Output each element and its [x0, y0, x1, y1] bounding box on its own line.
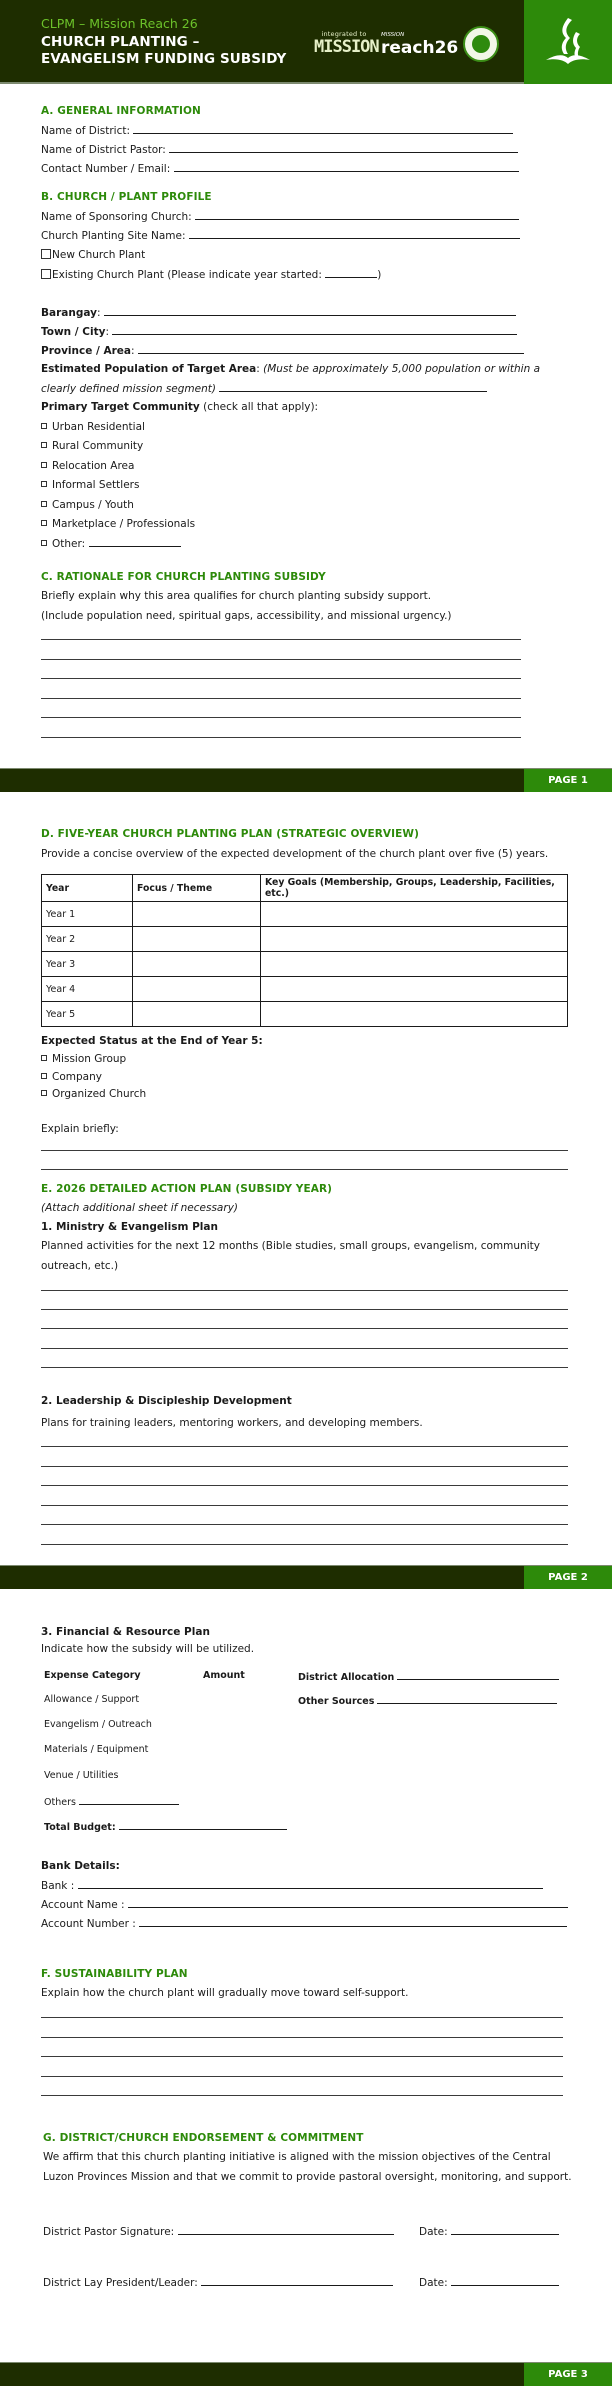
target-option-urban[interactable]: Urban Residential — [41, 421, 145, 433]
page-footer-3 — [0, 2362, 612, 2386]
year-cell: Year 3 — [42, 952, 133, 977]
bank-input[interactable] — [78, 1879, 543, 1889]
rationale-answer-line[interactable] — [41, 717, 521, 718]
site-name-field[interactable]: Church Planting Site Name: — [41, 229, 520, 242]
checkbox[interactable] — [41, 442, 47, 448]
lay-president-date-input[interactable] — [451, 2276, 559, 2286]
page-number: PAGE 2 — [524, 1566, 612, 1589]
section-b-heading: B. CHURCH / PLANT PROFILE — [41, 191, 212, 203]
district-pastor-signature-field[interactable]: District Pastor Signature: — [43, 2225, 394, 2238]
title-line-2: EVANGELISM FUNDING SUBSIDY — [41, 51, 287, 67]
ministry-plan-text-1: Planned activities for the next 12 months (Bible studies, small groups, evangelism, community — [41, 1240, 540, 1252]
population-input[interactable] — [219, 382, 487, 392]
rationale-answer-line[interactable] — [41, 659, 521, 660]
status-option-organized-church[interactable]: Organized Church — [41, 1088, 146, 1100]
leadership-title: 2. Leadership & Discipleship Development — [41, 1395, 292, 1407]
mission-reach26-logo: MISSION reach26 — [381, 32, 459, 58]
integrated-to-mission-logo: integrated to MISSION — [314, 30, 379, 57]
sustainability-answer-line[interactable] — [41, 2095, 563, 2096]
leadership-text: Plans for training leaders, mentoring workers, and developing members. — [41, 1417, 423, 1429]
financial-plan-title: 3. Financial & Resource Plan — [41, 1626, 210, 1638]
title-line-1: CHURCH PLANTING – — [41, 34, 200, 50]
target-option-campus[interactable]: Campus / Youth — [41, 499, 134, 511]
site-name-input[interactable] — [189, 229, 520, 239]
leadership-answer-line[interactable] — [41, 1466, 568, 1467]
barangay-input[interactable] — [104, 306, 516, 316]
town-city-input[interactable] — [112, 325, 517, 335]
goals-cell[interactable] — [261, 952, 568, 977]
ministry-answer-line[interactable] — [41, 1367, 568, 1368]
leadership-answer-line[interactable] — [41, 1505, 568, 1506]
other-sources-field[interactable]: Other Sources — [298, 1694, 557, 1707]
target-option-rural[interactable]: Rural Community — [41, 440, 143, 452]
checkbox[interactable] — [41, 249, 51, 259]
expense-category-header: Expense Category — [44, 1670, 141, 1681]
table-row — [42, 977, 568, 1002]
sustainability-answer-line[interactable] — [41, 2056, 563, 2057]
contact-input[interactable] — [174, 162, 519, 172]
sustainability-answer-line[interactable] — [41, 2076, 563, 2077]
plan-instruction: Provide a concise overview of the expected development of the church plant over five (5) years. — [41, 848, 549, 860]
focus-cell[interactable] — [133, 977, 261, 1002]
rationale-answer-line[interactable] — [41, 737, 521, 738]
rationale-instruction-2: (Include population need, spiritual gaps, accessibility, and missional urgency.) — [41, 610, 452, 622]
section-c-heading: C. RATIONALE FOR CHURCH PLANTING SUBSIDY — [41, 571, 326, 583]
population-label: Estimated Population of Target Area: (Must be approximately 5,000 population or within a — [41, 363, 541, 375]
year-cell: Year 2 — [42, 927, 133, 952]
endorsement-text-2: Luzon Provinces Mission and that we commit to provide pastoral oversight, monitoring, and support. — [43, 2171, 572, 2183]
endorsement-text-1: We affirm that this church planting initiative is aligned with the mission objectives of the Central — [43, 2151, 551, 2163]
total-budget-field[interactable]: Total Budget: — [44, 1820, 287, 1833]
page-number: PAGE 1 — [524, 769, 612, 792]
district-allocation-input[interactable] — [397, 1670, 559, 1680]
goals-cell[interactable] — [261, 927, 568, 952]
province-field[interactable]: Province / Area: — [41, 344, 524, 357]
checkbox[interactable] — [41, 1073, 47, 1079]
sustainability-instruction: Explain how the church plant will gradually move toward self-support. — [41, 1987, 409, 1999]
header-kicker: CLPM – Mission Reach 26 — [41, 16, 198, 31]
column-header-focus: Focus / Theme — [133, 875, 261, 902]
page-footer-2 — [0, 1565, 612, 1589]
column-header-year: Year — [42, 875, 133, 902]
sustainability-answer-line[interactable] — [41, 2017, 563, 2018]
checkbox[interactable] — [41, 501, 47, 507]
attach-note: (Attach additional sheet if necessary) — [41, 1202, 238, 1214]
status-option-company[interactable]: Company — [41, 1071, 102, 1083]
rationale-instruction-1: Briefly explain why this area qualifies for church planting subsidy support. — [41, 590, 432, 602]
bank-details-title: Bank Details: — [41, 1860, 120, 1872]
status-option-mission-group[interactable]: Mission Group — [41, 1053, 126, 1065]
checkbox[interactable] — [41, 481, 47, 487]
district-name-input[interactable] — [133, 124, 513, 134]
checkbox[interactable] — [41, 520, 47, 526]
focus-cell[interactable] — [133, 927, 261, 952]
town-city-field[interactable]: Town / City: — [41, 325, 517, 338]
account-name-input[interactable] — [128, 1898, 568, 1908]
explain-briefly-label: Explain briefly: — [41, 1123, 119, 1135]
rationale-answer-line[interactable] — [41, 639, 521, 640]
five-year-plan-table — [41, 874, 568, 1027]
sda-flame-bible-icon — [542, 14, 594, 70]
contact-field[interactable]: Contact Number / Email: — [41, 162, 519, 175]
year-cell: Year 4 — [42, 977, 133, 1002]
expense-others[interactable]: Others — [44, 1795, 179, 1808]
rationale-answer-line[interactable] — [41, 678, 521, 679]
ministry-answer-line[interactable] — [41, 1348, 568, 1349]
section-d-heading: D. FIVE-YEAR CHURCH PLANTING PLAN (STRATEGIC OVERVIEW) — [41, 828, 419, 840]
barangay-field[interactable]: Barangay: — [41, 306, 516, 319]
target-option-informal[interactable]: Informal Settlers — [41, 479, 139, 491]
sustainability-answer-line[interactable] — [41, 2037, 563, 2038]
goals-cell[interactable] — [261, 977, 568, 1002]
section-g-heading: G. DISTRICT/CHURCH ENDORSEMENT & COMMITMENT — [43, 2132, 364, 2144]
new-church-plant-option[interactable]: New Church Plant — [41, 249, 145, 261]
other-input[interactable] — [89, 537, 181, 547]
table-header-row — [42, 875, 568, 902]
year-started-input[interactable] — [325, 268, 377, 278]
province-input[interactable] — [138, 344, 524, 354]
ministry-answer-line[interactable] — [41, 1309, 568, 1310]
focus-cell[interactable] — [133, 1002, 261, 1027]
ministry-answer-line[interactable] — [41, 1290, 568, 1291]
pastor-date-input[interactable] — [451, 2225, 559, 2235]
others-input[interactable] — [79, 1795, 179, 1805]
mission-seal-icon — [463, 26, 499, 62]
lay-president-date-field[interactable]: Date: — [419, 2276, 559, 2289]
target-option-relocation[interactable]: Relocation Area — [41, 460, 134, 472]
pastor-signature-input[interactable] — [178, 2225, 394, 2235]
district-pastor-input[interactable] — [169, 143, 518, 153]
column-header-goals: Key Goals (Membership, Groups, Leadership, Facilities, etc.) — [261, 875, 568, 902]
checkbox[interactable] — [41, 1055, 47, 1061]
goals-cell[interactable] — [261, 902, 568, 927]
sponsoring-church-input[interactable] — [195, 210, 519, 220]
checkbox[interactable] — [41, 269, 51, 279]
target-option-other[interactable]: Other: — [41, 537, 181, 550]
page-header — [0, 0, 612, 84]
table-row — [42, 1002, 568, 1027]
focus-cell[interactable] — [133, 902, 261, 927]
expense-venue: Venue / Utilities — [44, 1770, 119, 1781]
checkbox[interactable] — [41, 462, 47, 468]
account-number-input[interactable] — [139, 1917, 567, 1927]
pastor-date-field[interactable]: Date: — [419, 2225, 559, 2238]
lay-president-signature-input[interactable] — [201, 2276, 393, 2286]
page-title — [41, 34, 286, 68]
leadership-answer-line[interactable] — [41, 1544, 568, 1545]
district-name-field[interactable]: Name of District: — [41, 124, 513, 137]
sponsoring-church-field[interactable]: Name of Sponsoring Church: — [41, 210, 519, 223]
year-cell: Year 5 — [42, 1002, 133, 1027]
ministry-answer-line[interactable] — [41, 1328, 568, 1329]
checkbox[interactable] — [41, 1090, 47, 1096]
table-row — [42, 902, 568, 927]
population-field[interactable]: clearly defined mission segment) — [41, 382, 487, 395]
account-number-field[interactable]: Account Number : — [41, 1917, 567, 1930]
explain-answer-line[interactable] — [41, 1150, 568, 1151]
target-option-marketplace[interactable]: Marketplace / Professionals — [41, 518, 195, 530]
page-footer-1 — [0, 768, 612, 792]
page-number: PAGE 3 — [524, 2363, 612, 2386]
existing-church-plant-option[interactable]: Existing Church Plant (Please indicate year started: ) — [41, 268, 381, 281]
other-sources-input[interactable] — [377, 1694, 557, 1704]
section-e-heading: E. 2026 DETAILED ACTION PLAN (SUBSIDY YEAR) — [41, 1183, 333, 1195]
ministry-plan-title: 1. Ministry & Evangelism Plan — [41, 1221, 218, 1233]
expected-status-label: Expected Status at the End of Year 5: — [41, 1035, 263, 1047]
bank-field[interactable]: Bank : — [41, 1879, 543, 1892]
ministry-plan-text-2: outreach, etc.) — [41, 1260, 119, 1272]
goals-cell[interactable] — [261, 1002, 568, 1027]
amount-header: Amount — [203, 1670, 245, 1681]
expense-materials: Materials / Equipment — [44, 1744, 149, 1755]
leadership-answer-line[interactable] — [41, 1446, 568, 1447]
target-community-label: Primary Target Community (check all that apply): — [41, 401, 319, 413]
leadership-answer-line[interactable] — [41, 1485, 568, 1486]
explain-answer-line[interactable] — [41, 1169, 568, 1170]
church-logo-block — [524, 0, 612, 84]
table-row — [42, 952, 568, 977]
district-pastor-field[interactable]: Name of District Pastor: — [41, 143, 518, 156]
total-budget-input[interactable] — [119, 1820, 287, 1830]
leadership-answer-line[interactable] — [41, 1524, 568, 1525]
section-a-heading: A. GENERAL INFORMATION — [41, 105, 201, 117]
section-f-heading: F. SUSTAINABILITY PLAN — [41, 1968, 188, 1980]
expense-evangelism: Evangelism / Outreach — [44, 1719, 152, 1730]
checkbox[interactable] — [41, 540, 47, 546]
expense-allowance: Allowance / Support — [44, 1694, 140, 1705]
rationale-answer-line[interactable] — [41, 698, 521, 699]
financial-plan-text: Indicate how the subsidy will be utilized. — [41, 1643, 255, 1655]
year-cell: Year 1 — [42, 902, 133, 927]
account-name-field[interactable]: Account Name : — [41, 1898, 568, 1911]
checkbox[interactable] — [41, 423, 47, 429]
focus-cell[interactable] — [133, 952, 261, 977]
lay-president-signature-field[interactable]: District Lay President/Leader: — [43, 2276, 393, 2289]
district-allocation-field[interactable]: District Allocation — [298, 1670, 559, 1683]
table-row — [42, 927, 568, 952]
